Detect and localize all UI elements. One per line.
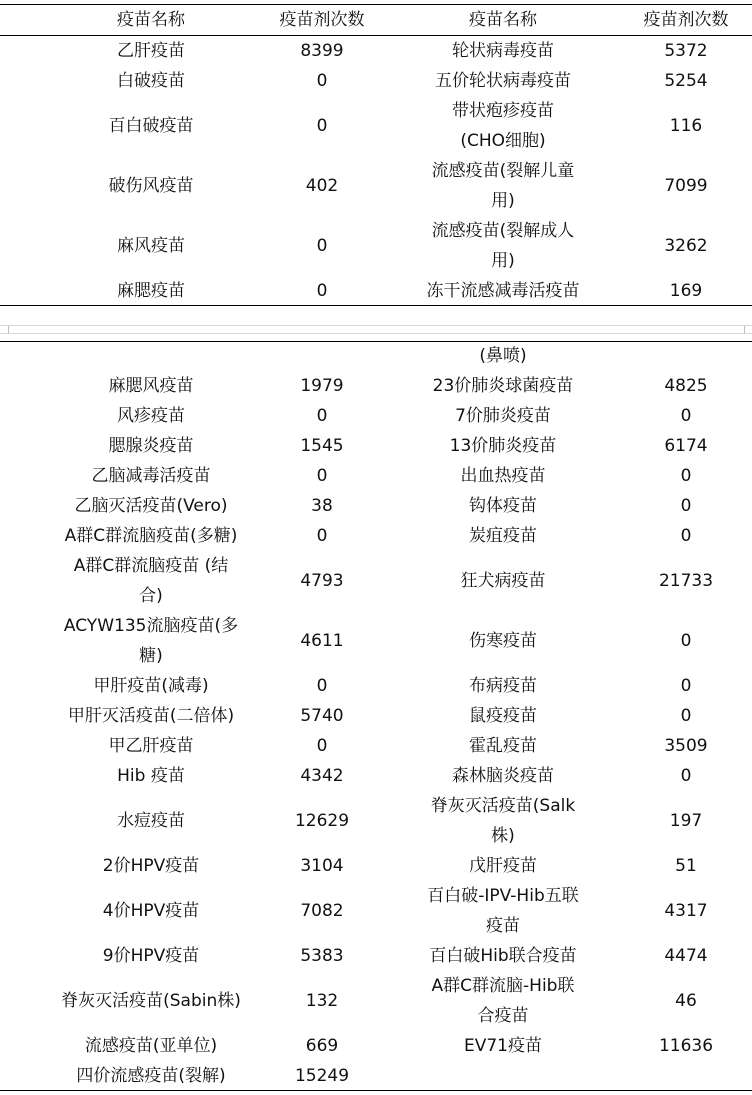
dose-count: 4317 (664, 901, 708, 921)
page-corner-mark-left (0, 326, 9, 333)
vaccine-name: 麻腮疫苗 (117, 281, 185, 301)
dose-count: 0 (316, 236, 328, 256)
dose-count: 5372 (664, 41, 708, 61)
page1-bottom-border (0, 305, 752, 306)
vaccine-name-line2: 用) (491, 251, 515, 271)
vaccine-name-line1: A群C群流脑疫苗 (结 (73, 556, 229, 576)
dose-count: 38 (311, 496, 333, 516)
vaccine-name-line1: A群C群流脑-Hib联 (431, 976, 575, 996)
dose-count: 11636 (658, 1036, 714, 1056)
vaccine-name: 出血热疫苗 (460, 466, 546, 486)
page-corner-mark-right (744, 326, 752, 333)
vaccine-name-line2: 用) (491, 191, 515, 211)
header-dose-count: 疫苗剂次数 (279, 10, 365, 30)
vaccine-name: 脊灰灭活疫苗(Sabin株) (61, 991, 241, 1011)
dose-count: 1545 (300, 436, 344, 456)
dose-count: 7099 (664, 176, 708, 196)
vaccine-name-line1: 流感疫苗(裂解成人 (431, 221, 575, 241)
vaccine-name: 五价轮状病毒疫苗 (435, 71, 571, 91)
dose-count: 0 (316, 281, 328, 301)
dose-count: 21733 (658, 571, 714, 591)
vaccine-name: 甲肝疫苗(减毒) (93, 676, 209, 696)
vaccine-name: 水痘疫苗 (117, 811, 185, 831)
vaccine-name: 钩体疫苗 (469, 496, 537, 516)
vaccine-name: 2价HPV疫苗 (102, 856, 200, 876)
page-edge-top (0, 325, 752, 326)
vaccine-name: 布病疫苗 (469, 676, 537, 696)
vaccine-name-line1: 百白破-IPV-Hib五联 (427, 886, 579, 906)
dose-count: 4611 (300, 631, 344, 651)
vaccine-name-line2: 株) (491, 826, 515, 846)
vaccine-name: 麻风疫苗 (117, 236, 185, 256)
dose-count: 0 (316, 406, 328, 426)
vaccine-name-line2: 疫苗 (486, 916, 520, 936)
vaccine-name-line1: 流感疫苗(裂解儿童 (431, 161, 575, 181)
vaccine-name: 轮状病毒疫苗 (452, 41, 554, 61)
vaccine-name: 四价流感疫苗(裂解) (76, 1066, 226, 1086)
vaccine-name: 百白破Hib联合疫苗 (429, 946, 577, 966)
dose-count: 402 (305, 176, 339, 196)
page-edge-bottom (0, 333, 752, 334)
dose-count: 1979 (300, 376, 344, 396)
vaccine-name: 破伤风疫苗 (108, 176, 194, 196)
vaccine-name: 乙脑灭活疫苗(Vero) (74, 496, 228, 516)
page2-bottom-border (0, 1090, 752, 1091)
vaccine-name-line1: ACYW135流脑疫苗(多 (63, 616, 239, 636)
dose-count: 51 (675, 856, 697, 876)
vaccine-name-line2: 糖) (139, 646, 163, 666)
vaccine-name-line2: (CHO细胞) (460, 131, 546, 151)
vaccine-name: 13价肺炎疫苗 (449, 436, 557, 456)
dose-count: 169 (669, 281, 703, 301)
dose-count: 132 (305, 991, 339, 1011)
dose-count: 15249 (294, 1066, 350, 1086)
vaccine-name-line2: 合疫苗 (477, 1006, 529, 1026)
vaccine-name: 9价HPV疫苗 (102, 946, 200, 966)
vaccine-name: 麻腮风疫苗 (108, 376, 194, 396)
dose-count: 0 (680, 631, 692, 651)
dose-count: 4793 (300, 571, 344, 591)
dose-count: 5740 (300, 706, 344, 726)
dose-count: 669 (305, 1036, 339, 1056)
vaccine-name: 霍乱疫苗 (469, 736, 537, 756)
dose-count: 5254 (664, 71, 708, 91)
vaccine-name: 腮腺炎疫苗 (108, 436, 194, 456)
vaccine-name: 白破疫苗 (117, 71, 185, 91)
dose-count: 0 (680, 706, 692, 726)
header-dose-count-2: 疫苗剂次数 (643, 10, 729, 30)
vaccine-name: A群C群流脑疫苗(多糖) (64, 526, 238, 546)
dose-count: 0 (680, 676, 692, 696)
page2-top-border (0, 341, 752, 342)
dose-count: 116 (669, 116, 703, 136)
vaccine-name: 百白破疫苗 (108, 116, 194, 136)
dose-count: 0 (680, 466, 692, 486)
vaccine-name: 甲肝灭活疫苗(二倍体) (67, 706, 235, 726)
dose-count: 3509 (664, 736, 708, 756)
vaccine-name: 伤寒疫苗 (469, 631, 537, 651)
dose-count: 0 (680, 766, 692, 786)
dose-count: 0 (316, 736, 328, 756)
vaccine-name: 风疹疫苗 (117, 406, 185, 426)
vaccine-name: EV71疫苗 (463, 1036, 542, 1056)
dose-count: 3104 (300, 856, 344, 876)
dose-count: 4474 (664, 946, 708, 966)
vaccine-name: 戊肝疫苗 (469, 856, 537, 876)
continuation-text: (鼻喷) (479, 346, 527, 366)
dose-count: 0 (316, 466, 328, 486)
vaccine-name: 狂犬病疫苗 (460, 571, 546, 591)
vaccine-name: 冻干流感减毒活疫苗 (426, 281, 580, 301)
vaccine-name: 森林脑炎疫苗 (452, 766, 554, 786)
dose-count: 0 (316, 676, 328, 696)
vaccine-name: 乙肝疫苗 (117, 41, 185, 61)
vaccine-name: 乙脑减毒活疫苗 (91, 466, 211, 486)
dose-count: 0 (680, 526, 692, 546)
dose-count: 4825 (664, 376, 708, 396)
vaccine-name: 23价肺炎球菌疫苗 (432, 376, 574, 396)
header-vaccine-name: 疫苗名称 (117, 10, 185, 30)
dose-count: 197 (669, 811, 703, 831)
vaccine-name-line2: 合) (139, 586, 163, 606)
vaccine-name: 炭疽疫苗 (469, 526, 537, 546)
dose-count: 12629 (294, 811, 350, 831)
dose-count: 6174 (664, 436, 708, 456)
header-vaccine-name-2: 疫苗名称 (469, 10, 537, 30)
dose-count: 7082 (300, 901, 344, 921)
dose-count: 4342 (300, 766, 344, 786)
dose-count: 0 (316, 71, 328, 91)
vaccine-name: Hib 疫苗 (117, 766, 185, 786)
vaccine-name: 鼠疫疫苗 (469, 706, 537, 726)
vaccine-name-line1: 带状疱疹疫苗 (452, 101, 554, 121)
dose-count: 46 (675, 991, 697, 1011)
dose-count: 8399 (300, 41, 344, 61)
vaccine-name: 4价HPV疫苗 (102, 901, 200, 921)
dose-count: 3262 (664, 236, 708, 256)
vaccine-name: 流感疫苗(亚单位) (84, 1036, 218, 1056)
vaccine-name: 甲乙肝疫苗 (108, 736, 194, 756)
dose-count: 0 (316, 526, 328, 546)
vaccine-name: 7价肺炎疫苗 (455, 406, 551, 426)
dose-count: 0 (316, 116, 328, 136)
dose-count: 0 (680, 496, 692, 516)
dose-count: 0 (680, 406, 692, 426)
vaccine-name-line1: 脊灰灭活疫苗(Salk (430, 796, 576, 816)
dose-count: 5383 (300, 946, 344, 966)
